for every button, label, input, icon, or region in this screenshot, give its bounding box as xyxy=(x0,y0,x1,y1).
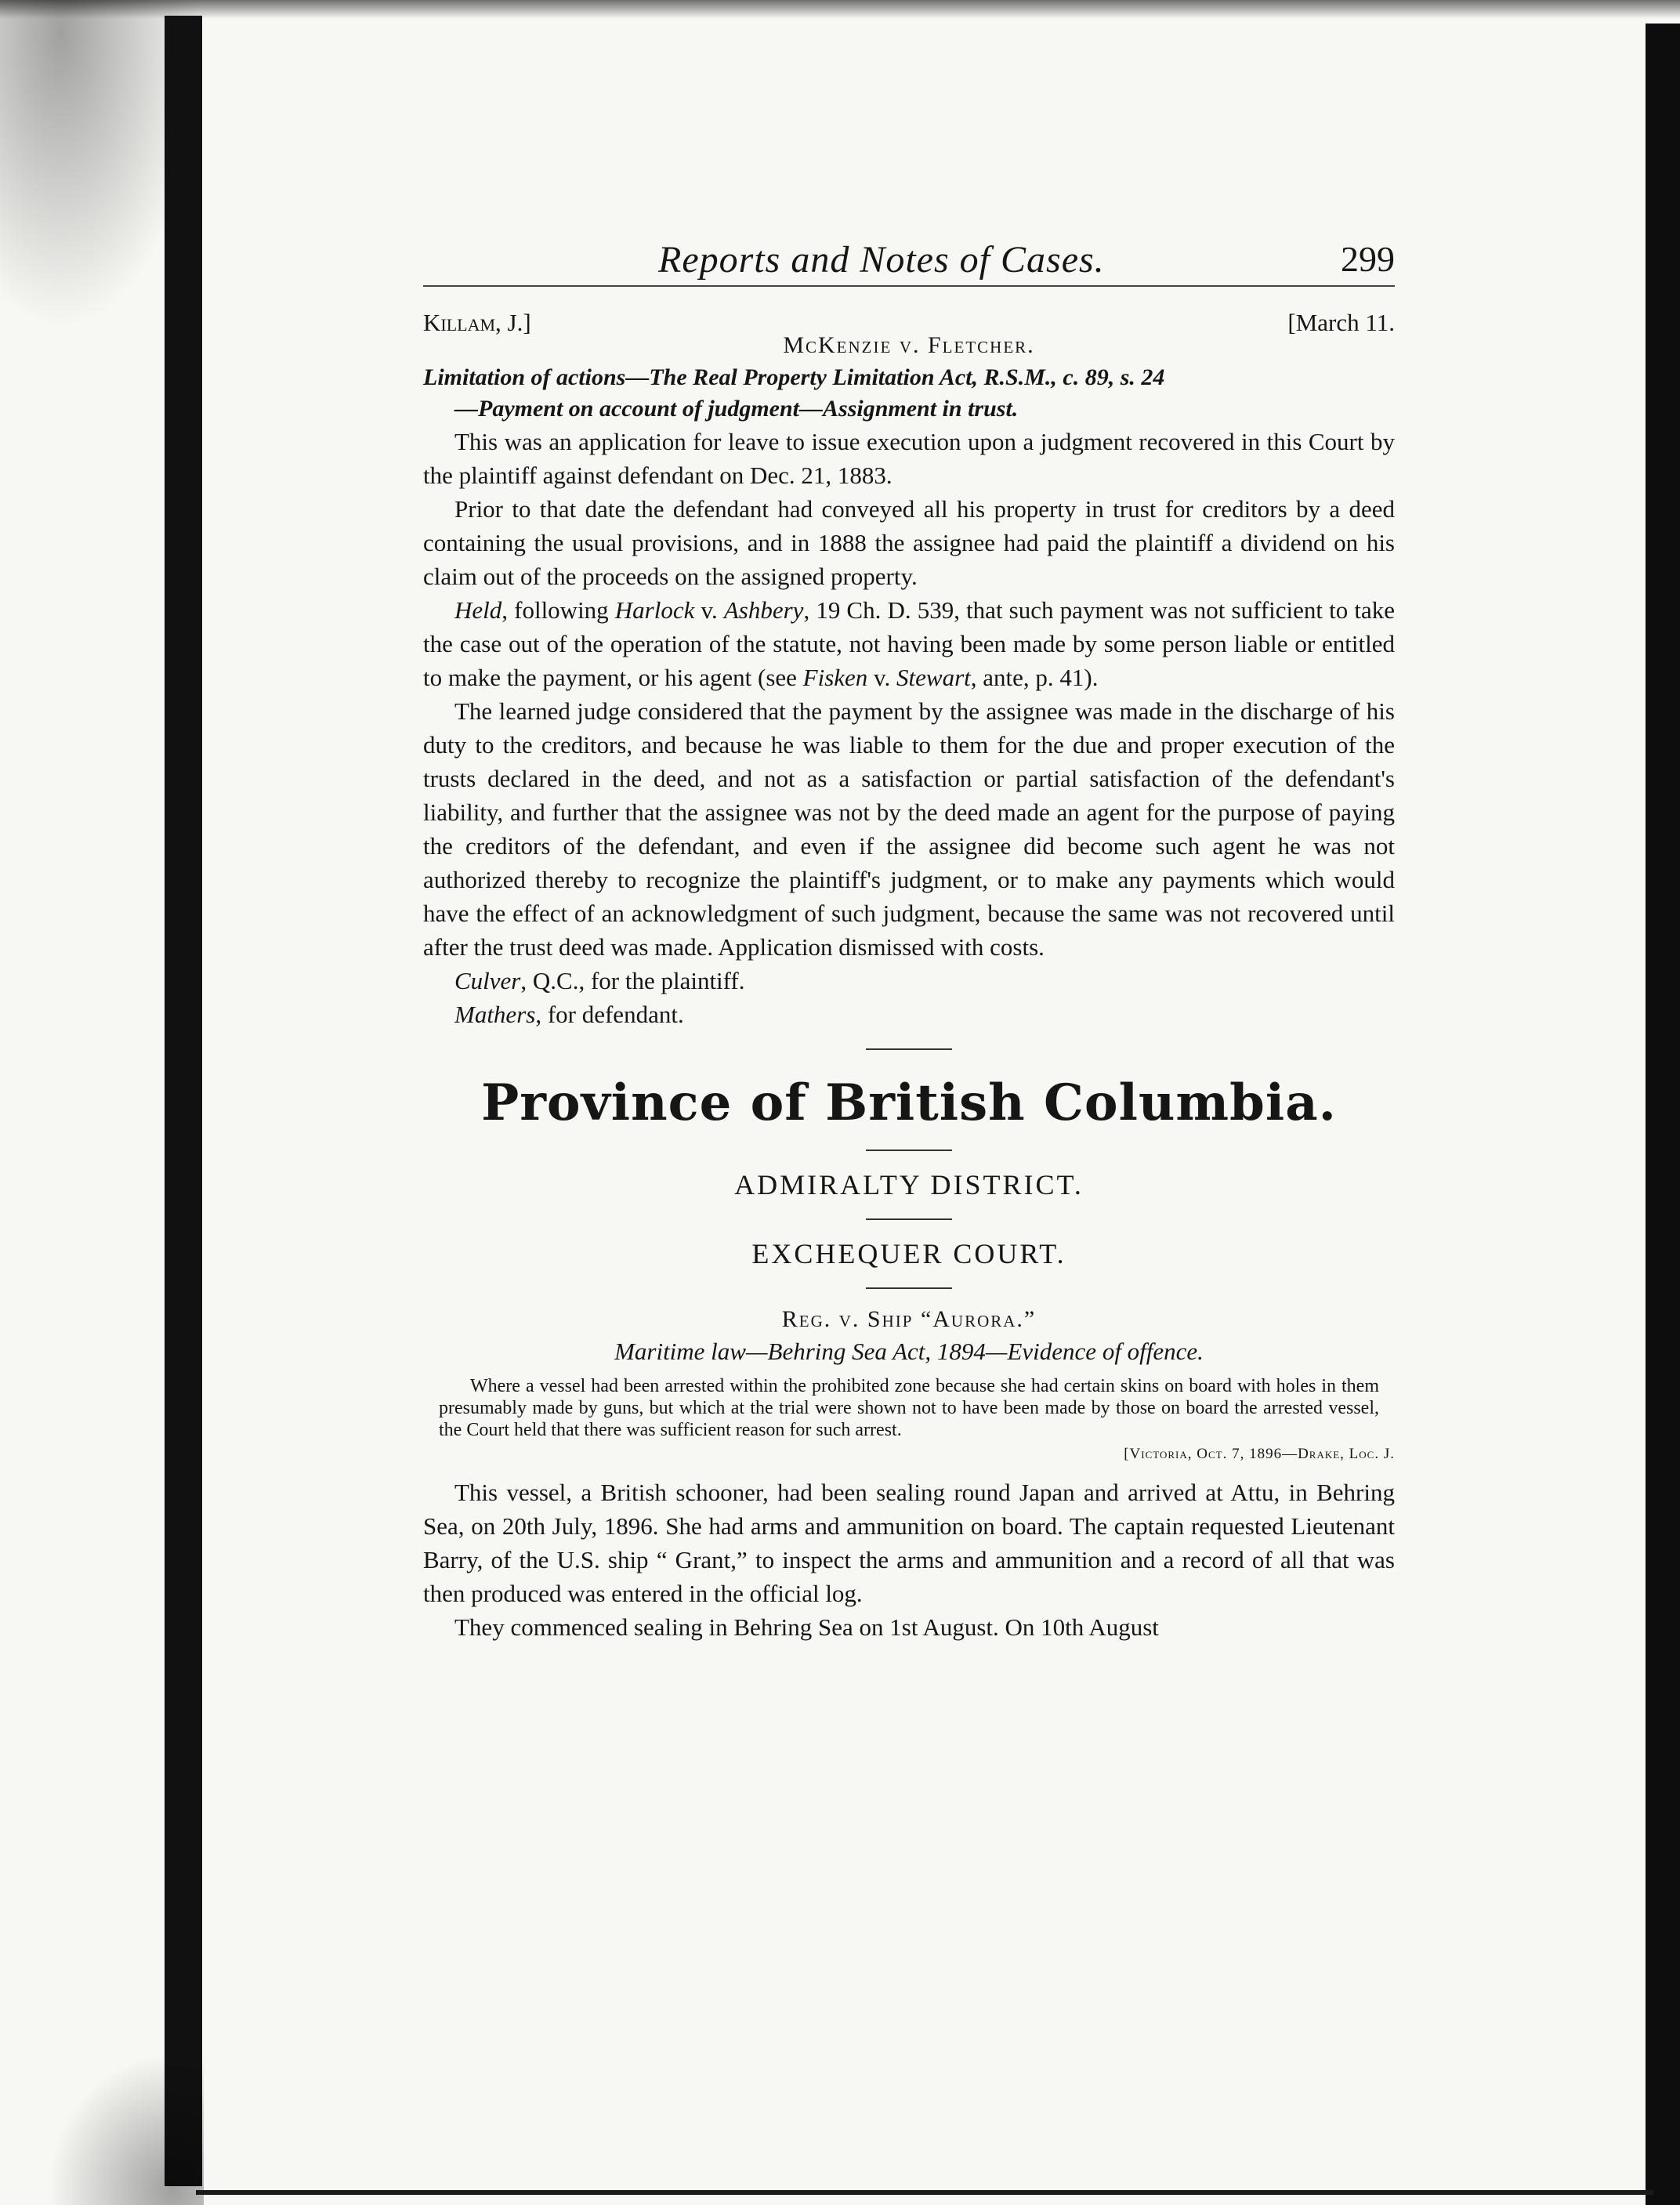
province-heading: Province of British Columbia. xyxy=(481,1074,1337,1132)
paragraph-held xyxy=(423,593,1395,694)
page-text-column xyxy=(423,235,1395,1644)
paragraph: They commenced sealing in Behring Sea on 1st August. On 10th August xyxy=(454,1613,1159,1641)
case-name: Fisken xyxy=(802,664,868,691)
running-head xyxy=(423,235,1395,287)
text-run: , Q.C., for the plaintiff. xyxy=(520,967,745,994)
case-title: McKenzie v. Fletcher. xyxy=(783,332,1035,358)
text-run: , for defendant. xyxy=(535,1001,684,1028)
text-run: , ante, p. 41). xyxy=(970,664,1099,691)
section-divider xyxy=(866,1218,952,1220)
section-divider xyxy=(866,1150,952,1151)
running-title: Reports and Notes of Cases. xyxy=(658,239,1105,281)
counsel-line xyxy=(423,964,1395,998)
text-run: , 19 Ch. D. 539, that such payment was not sufficient to take the case out of the operation of the statute, not having been made by some person liable or entitled to make the payment, or his agent (see xyxy=(423,596,1395,691)
paragraph: This vessel, a British schooner, had been sealing round Japan and arrived at Attu, in Behring Sea, on 20th July, 1896. She had arms and ammunition on board. The captain requested Lieutenant Barry, of the U.S. ship “ Grant,” to inspect the arms and ammunition and a record of all that was then produced was entered in the official log. xyxy=(423,1479,1395,1607)
case-name: Ashbery xyxy=(723,596,804,624)
scan-binding-shadow-bottom xyxy=(47,2053,204,2205)
judge-name: Killam, J.] xyxy=(423,309,531,336)
case-headnote xyxy=(423,362,1395,425)
scan-top-edge xyxy=(0,0,1680,19)
case-name: Stewart xyxy=(896,664,971,691)
section-divider xyxy=(866,1287,952,1289)
text-run: , following xyxy=(501,596,615,624)
scan-right-edge xyxy=(1646,24,1680,2205)
counsel-name: Culver xyxy=(454,967,521,994)
text-run: v. xyxy=(867,664,897,691)
headnote-line: —Payment on account of judgment—Assignment in trust. xyxy=(454,396,1019,422)
section-divider xyxy=(866,1048,952,1050)
headnote-line: Limitation of actions—The Real Property Limitation Act, R.S.M., c. 89, s. 24 xyxy=(423,364,1165,390)
scan-binding-edge xyxy=(165,16,202,2186)
held-word: Held xyxy=(454,596,502,624)
counsel-name: Mathers xyxy=(454,1001,536,1028)
page-number: 299 xyxy=(1341,239,1395,279)
district-heading: ADMIRALTY DISTRICT. xyxy=(734,1169,1084,1200)
case-headnote: Where a vessel had been arrested within the prohibited zone because she had certain skins on board with holes in them presumably made by guns, but which at the trial were shown not to have been made by those on board the arrested vessel, the Court held that there was sufficient reason for such arrest. xyxy=(439,1376,1379,1440)
case-name: Harlock xyxy=(614,596,695,624)
scan-bottom-edge xyxy=(196,2190,1653,2195)
paragraph: The learned judge considered that the payment by the assignee was made in the discharge of his duty to the creditors, and because he was liable to them for the due and proper execution of the trusts declared in the deed, and not as a satisfaction or partial satisfaction of the defendant's liability, and further that the assignee was not by the deed made an agent for the purpose of paying the creditors of the defendant, and even if the assignee did become such agent he was not authorized thereby to recognize the plaintiff's judgment, or to make any payments which would have the effect of an acknowledgment of such judgment, because the same was not recovered until after the trust deed was made. Application dismissed with costs. xyxy=(423,697,1395,961)
case-subject: Maritime law—Behring Sea Act, 1894—Evidence of offence. xyxy=(614,1338,1204,1365)
decision-date: [March 11. xyxy=(1287,309,1395,336)
case-title: Reg. v. Ship “Aurora.” xyxy=(781,1306,1037,1332)
paragraph: This was an application for leave to issue execution upon a judgment recovered in this Court by the plaintiff against defendant on Dec. 21, 1883. xyxy=(423,428,1395,489)
case-citation: [Victoria, Oct. 7, 1896—Drake, Loc. J. xyxy=(1124,1446,1395,1462)
text-run: v. xyxy=(694,596,724,624)
case-header-row xyxy=(423,309,1395,345)
paragraph: Prior to that date the defendant had conveyed all his property in trust for creditors by a deed containing the usual provisions, and in 1888 the assignee had paid the plaintiff a dividend on his claim out of the proceeds on the assigned property. xyxy=(423,495,1395,590)
counsel-line xyxy=(423,998,1395,1031)
court-heading: EXCHEQUER COURT. xyxy=(751,1238,1066,1269)
